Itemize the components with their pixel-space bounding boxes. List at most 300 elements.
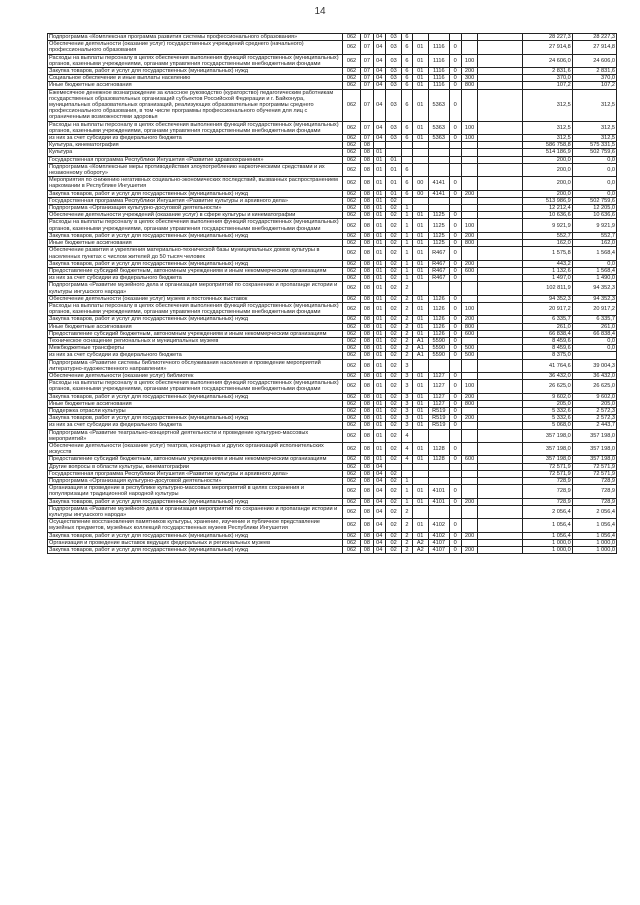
direction-code: 1116 bbox=[428, 75, 449, 82]
event-code: 01 bbox=[412, 219, 428, 232]
subsection-code: 04 bbox=[373, 547, 385, 554]
amount-year-1: 66 838,4 bbox=[523, 330, 572, 337]
subsection-code: 01 bbox=[373, 177, 385, 190]
row-name: Иные бюджетные ассигнования bbox=[48, 82, 343, 89]
row-name: Подпрограмма «Комплексная программа развития системы профессионального образования» bbox=[48, 34, 343, 41]
amount-year-2: 370,0 bbox=[572, 75, 616, 82]
direction-code: 4102 bbox=[428, 532, 449, 539]
table-row bbox=[48, 232, 617, 239]
section-code: 08 bbox=[361, 463, 373, 470]
amount-year-1: 312,5 bbox=[523, 89, 572, 121]
amount-year-1: 1 056,4 bbox=[523, 532, 572, 539]
blank-cell bbox=[478, 505, 523, 518]
event-code: 00 bbox=[412, 190, 428, 197]
subprogram-code: 1 bbox=[402, 478, 412, 485]
amount-year-1: 1 000,0 bbox=[523, 539, 572, 546]
row-name: Закупка товаров, работ и услуг для государственных (муниципальных) нужд bbox=[48, 232, 343, 239]
subprogram-code: 1 bbox=[402, 232, 412, 239]
direction-code bbox=[428, 205, 449, 212]
section-code: 08 bbox=[361, 275, 373, 282]
ministry-code: 062 bbox=[342, 41, 360, 54]
ministry-code: 062 bbox=[342, 442, 360, 455]
blank-cell bbox=[478, 463, 523, 470]
expense-type-code bbox=[461, 442, 477, 455]
subsection-code: 01 bbox=[373, 352, 385, 359]
subprogram-code: 3 bbox=[402, 393, 412, 400]
program-code: 02 bbox=[385, 337, 401, 344]
row-name: Государственная программа Республики Ингушетия «Развитие культуры и архивного дела» bbox=[48, 197, 343, 204]
blank-cell bbox=[478, 142, 523, 149]
subprogram-code: 1 bbox=[402, 498, 412, 505]
subsection-code: 04 bbox=[373, 478, 385, 485]
program-code: 02 bbox=[385, 505, 401, 518]
event-code bbox=[412, 470, 428, 477]
direction-code bbox=[428, 197, 449, 204]
program-code: 02 bbox=[385, 295, 401, 302]
section-code: 08 bbox=[361, 177, 373, 190]
amount-year-2 bbox=[572, 352, 616, 359]
amount-year-1: 1 056,4 bbox=[523, 519, 572, 532]
subsection-code: 01 bbox=[373, 232, 385, 239]
section-code: 08 bbox=[361, 197, 373, 204]
blank-cell bbox=[478, 456, 523, 463]
table-row bbox=[48, 260, 617, 267]
table-row bbox=[48, 282, 617, 295]
program-code: 02 bbox=[385, 485, 401, 498]
subprogram-code: 2 bbox=[402, 547, 412, 554]
program-code: 02 bbox=[385, 232, 401, 239]
ministry-code: 062 bbox=[342, 260, 360, 267]
direction-suffix: 0 bbox=[449, 422, 461, 429]
row-name: Иные бюджетные ассигнования bbox=[48, 240, 343, 247]
subsection-code: 04 bbox=[373, 34, 385, 41]
event-code: 01 bbox=[412, 260, 428, 267]
amount-year-1: 728,9 bbox=[523, 485, 572, 498]
table-row bbox=[48, 163, 617, 176]
section-code: 08 bbox=[361, 267, 373, 274]
ministry-code: 062 bbox=[342, 295, 360, 302]
direction-suffix bbox=[449, 429, 461, 442]
table-row bbox=[48, 41, 617, 54]
section-code: 07 bbox=[361, 121, 373, 134]
budget-table bbox=[47, 33, 617, 554]
blank-cell bbox=[478, 295, 523, 302]
row-name: из них за счет субсидии из федерального бюджета bbox=[48, 352, 343, 359]
ministry-code: 062 bbox=[342, 135, 360, 142]
direction-suffix bbox=[449, 34, 461, 41]
ministry-code: 062 bbox=[342, 519, 360, 532]
blank-cell bbox=[478, 478, 523, 485]
direction-code: 1116 bbox=[428, 68, 449, 75]
row-name: Обеспечение деятельности (оказание услуг) государственных учреждений среднего (начального) профессионального образования bbox=[48, 41, 343, 54]
subsection-code: 01 bbox=[373, 205, 385, 212]
blank-cell bbox=[478, 247, 523, 260]
row-name: Обеспечение деятельности (оказание услуг) библиотек bbox=[48, 372, 343, 379]
amount-year-2: 94 352,3 bbox=[572, 295, 616, 302]
blank-cell bbox=[478, 415, 523, 422]
expense-type-code: 200 bbox=[461, 190, 477, 197]
section-code: 08 bbox=[361, 323, 373, 330]
section-code: 08 bbox=[361, 232, 373, 239]
section-code: 07 bbox=[361, 41, 373, 54]
ministry-code: 062 bbox=[342, 212, 360, 219]
ministry-code: 062 bbox=[342, 463, 360, 470]
section-code: 07 bbox=[361, 135, 373, 142]
ministry-code: 062 bbox=[342, 232, 360, 239]
ministry-code: 062 bbox=[342, 359, 360, 372]
amount-year-2: 24 606,0 bbox=[572, 54, 616, 67]
amount-year-1: 94 352,3 bbox=[523, 295, 572, 302]
expense-type-code bbox=[461, 89, 477, 121]
ministry-code: 062 bbox=[342, 247, 360, 260]
subprogram-code bbox=[402, 142, 412, 149]
subprogram-code bbox=[402, 470, 412, 477]
direction-suffix: 0 bbox=[449, 345, 461, 352]
direction-code: R467 bbox=[428, 260, 449, 267]
program-code: 02 bbox=[385, 407, 401, 414]
program-code: 02 bbox=[385, 372, 401, 379]
ministry-code: 062 bbox=[342, 316, 360, 323]
expense-type-code: 500 bbox=[461, 352, 477, 359]
blank-cell bbox=[478, 275, 523, 282]
blank-cell bbox=[478, 352, 523, 359]
blank-cell bbox=[478, 539, 523, 546]
expense-type-code: 200 bbox=[461, 532, 477, 539]
subsection-code: 01 bbox=[373, 260, 385, 267]
direction-suffix: 0 bbox=[449, 547, 461, 554]
blank-cell bbox=[478, 345, 523, 352]
subprogram-code: 3 bbox=[402, 415, 412, 422]
subsection-code: 01 bbox=[373, 380, 385, 393]
amount-year-2: 2 831,6 bbox=[572, 68, 616, 75]
subsection-code: 01 bbox=[373, 442, 385, 455]
subsection-code: 01 bbox=[373, 337, 385, 344]
subprogram-code bbox=[402, 197, 412, 204]
direction-suffix: 0 bbox=[449, 267, 461, 274]
direction-suffix: 0 bbox=[449, 190, 461, 197]
direction-suffix bbox=[449, 156, 461, 163]
subprogram-code: 2 bbox=[402, 295, 412, 302]
event-code: 01 bbox=[412, 232, 428, 239]
blank-cell bbox=[478, 232, 523, 239]
blank-cell bbox=[478, 34, 523, 41]
direction-code: 4107 bbox=[428, 539, 449, 546]
expense-type-code: 100 bbox=[461, 121, 477, 134]
direction-code: 1126 bbox=[428, 316, 449, 323]
program-code: 03 bbox=[385, 68, 401, 75]
subprogram-code: 6 bbox=[402, 177, 412, 190]
amount-year-2: 12 205,0 bbox=[572, 205, 616, 212]
expense-type-code: 200 bbox=[461, 415, 477, 422]
program-code: 03 bbox=[385, 75, 401, 82]
subprogram-code: 1 bbox=[402, 275, 412, 282]
blank-cell bbox=[478, 470, 523, 477]
subsection-code: 01 bbox=[373, 247, 385, 260]
program-code: 02 bbox=[385, 429, 401, 442]
amount-year-2: 26 625,0 bbox=[572, 380, 616, 393]
subprogram-code: 6 bbox=[402, 89, 412, 121]
direction-suffix: 0 bbox=[449, 400, 461, 407]
section-code: 08 bbox=[361, 205, 373, 212]
event-code bbox=[412, 163, 428, 176]
program-code: 02 bbox=[385, 532, 401, 539]
row-name: Расходы на выплаты персоналу в целях обеспечения выполнения функций государственных (муниципальных) органов, казенными учреждениями, органами управления государственными внебюджетными фондами bbox=[48, 219, 343, 232]
ministry-code: 062 bbox=[342, 275, 360, 282]
subsection-code: 04 bbox=[373, 75, 385, 82]
direction-suffix: 0 bbox=[449, 247, 461, 260]
blank-cell bbox=[478, 267, 523, 274]
row-name: Подпрограмма «Комплексные меры противодействия злоупотреблению наркотическими средствами и их незаконному обороту» bbox=[48, 163, 343, 176]
section-code: 08 bbox=[361, 539, 373, 546]
direction-code: 1125 bbox=[428, 219, 449, 232]
direction-suffix: 0 bbox=[449, 82, 461, 89]
program-code: 03 bbox=[385, 82, 401, 89]
expense-type-code bbox=[461, 142, 477, 149]
row-name: Подпрограмма «Развитие музейного дела и организация мероприятий по сохранению и пропаганде истории и культуры ингушского народа» bbox=[48, 505, 343, 518]
row-name: Расходы на выплаты персоналу в целях обеспечения выполнения функций государственных (муниципальных) органов, казенными учреждениями, органами управления государственными внебюджетными фондами bbox=[48, 54, 343, 67]
row-name: Другие вопросы в области культуры, кинематографии bbox=[48, 463, 343, 470]
row-name: из них за счет субсидии из федерального бюджета bbox=[48, 275, 343, 282]
amount-year-1: 24 606,0 bbox=[523, 54, 572, 67]
direction-suffix bbox=[449, 359, 461, 372]
event-code: 01 bbox=[412, 323, 428, 330]
amount-year-1: 72 571,9 bbox=[523, 463, 572, 470]
ministry-code: 062 bbox=[342, 121, 360, 134]
subsection-code: 04 bbox=[373, 82, 385, 89]
direction-code: 4141 bbox=[428, 177, 449, 190]
section-code: 08 bbox=[361, 149, 373, 156]
subsection-code: 01 bbox=[373, 149, 385, 156]
program-code: 02 bbox=[385, 260, 401, 267]
section-code: 08 bbox=[361, 470, 373, 477]
subprogram-code: 3 bbox=[402, 372, 412, 379]
event-code: 01 bbox=[412, 75, 428, 82]
row-name: Расходы на выплаты персоналу в целях обеспечения выполнения функций государственных (муниципальных) органов, казенными учреждениями, органами управления государственными внебюджетными фондами bbox=[48, 380, 343, 393]
subsection-code: 01 bbox=[373, 267, 385, 274]
table-row bbox=[48, 156, 617, 163]
row-name: Закупка товаров, работ и услуг для государственных (муниципальных) нужд bbox=[48, 316, 343, 323]
section-code: 08 bbox=[361, 422, 373, 429]
table-row bbox=[48, 539, 617, 546]
subprogram-code: 6 bbox=[402, 163, 412, 176]
amount-year-2: 261,0 bbox=[572, 323, 616, 330]
event-code: 01 bbox=[412, 54, 428, 67]
event-code: 01 bbox=[412, 212, 428, 219]
subsection-code: 04 bbox=[373, 532, 385, 539]
subprogram-code: 1 bbox=[402, 212, 412, 219]
subprogram-code: 2 bbox=[402, 345, 412, 352]
amount-year-1: 72 571,9 bbox=[523, 470, 572, 477]
subprogram-code: 1 bbox=[402, 485, 412, 498]
subprogram-code: 2 bbox=[402, 302, 412, 315]
row-name: Закупка товаров, работ и услуг для государственных (муниципальных) нужд bbox=[48, 532, 343, 539]
direction-suffix bbox=[449, 478, 461, 485]
event-code bbox=[412, 142, 428, 149]
amount-year-2: 28 227,3 bbox=[572, 34, 616, 41]
program-code: 02 bbox=[385, 267, 401, 274]
subsection-code: 01 bbox=[373, 415, 385, 422]
direction-suffix: 0 bbox=[449, 219, 461, 232]
row-name: Закупка товаров, работ и услуг для государственных (муниципальных) нужд bbox=[48, 393, 343, 400]
row-name: Подпрограмма «Развитие театрально-концертной деятельности и проведение культурно-массовых мероприятий» bbox=[48, 429, 343, 442]
direction-code bbox=[428, 359, 449, 372]
ministry-code: 062 bbox=[342, 393, 360, 400]
event-code bbox=[412, 282, 428, 295]
row-name: Подпрограмма «Организация культурно-досуговой деятельности» bbox=[48, 205, 343, 212]
direction-code: R467 bbox=[428, 267, 449, 274]
program-code: 03 bbox=[385, 41, 401, 54]
event-code: 01 bbox=[412, 330, 428, 337]
amount-year-2: 357 198,0 bbox=[572, 429, 616, 442]
section-code: 07 bbox=[361, 75, 373, 82]
section-code: 08 bbox=[361, 282, 373, 295]
subsection-code: 04 bbox=[373, 54, 385, 67]
amount-year-2: 20 917,2 bbox=[572, 302, 616, 315]
program-code: 02 bbox=[385, 478, 401, 485]
program-code: 02 bbox=[385, 359, 401, 372]
amount-year-1: 200,0 bbox=[523, 163, 572, 176]
event-code bbox=[412, 149, 428, 156]
direction-suffix bbox=[449, 463, 461, 470]
direction-suffix bbox=[449, 205, 461, 212]
subprogram-code: 2 bbox=[402, 505, 412, 518]
subsection-code: 01 bbox=[373, 282, 385, 295]
subsection-code: 01 bbox=[373, 429, 385, 442]
amount-year-1: 552,7 bbox=[523, 232, 572, 239]
expense-type-code: 100 bbox=[461, 302, 477, 315]
subsection-code: 01 bbox=[373, 219, 385, 232]
event-code: 01 bbox=[412, 532, 428, 539]
section-code: 08 bbox=[361, 330, 373, 337]
ministry-code: 062 bbox=[342, 498, 360, 505]
direction-code bbox=[428, 149, 449, 156]
table-row bbox=[48, 393, 617, 400]
direction-code bbox=[428, 156, 449, 163]
section-code: 07 bbox=[361, 82, 373, 89]
row-name: Предоставление субсидий бюджетным, автономным учреждениям и иным некоммерческим организациям bbox=[48, 330, 343, 337]
direction-suffix: 0 bbox=[449, 240, 461, 247]
direction-suffix: 0 bbox=[449, 330, 461, 337]
subsection-code: 01 bbox=[373, 372, 385, 379]
event-code: 01 bbox=[412, 275, 428, 282]
section-code: 08 bbox=[361, 352, 373, 359]
direction-suffix: 0 bbox=[449, 135, 461, 142]
event-code: 01 bbox=[412, 519, 428, 532]
ministry-code: 062 bbox=[342, 470, 360, 477]
direction-suffix bbox=[449, 282, 461, 295]
blank-cell bbox=[478, 316, 523, 323]
section-code: 08 bbox=[361, 429, 373, 442]
direction-suffix: 0 bbox=[449, 372, 461, 379]
amount-year-1: 6 335,7 bbox=[523, 316, 572, 323]
program-code: 02 bbox=[385, 323, 401, 330]
direction-code: 4141 bbox=[428, 190, 449, 197]
table-row bbox=[48, 359, 617, 372]
blank-cell bbox=[478, 177, 523, 190]
amount-year-1: 26 625,0 bbox=[523, 380, 572, 393]
subsection-code: 01 bbox=[373, 407, 385, 414]
row-name: Осуществление восстановления памятников культуры, хранение, изучение и публичное представление музейных предметов, музейных коллекций государственных музеев Республики Ингушетия bbox=[48, 519, 343, 532]
subsection-code: 01 bbox=[373, 190, 385, 197]
direction-code: 1128 bbox=[428, 456, 449, 463]
expense-type-code bbox=[461, 485, 477, 498]
direction-code: 5363 bbox=[428, 135, 449, 142]
amount-year-2: 312,5 bbox=[572, 121, 616, 134]
amount-year-2: 357 198,0 bbox=[572, 456, 616, 463]
expense-type-code bbox=[461, 407, 477, 414]
subprogram-code: 2 bbox=[402, 532, 412, 539]
subprogram-code: 6 bbox=[402, 135, 412, 142]
program-code: 02 bbox=[385, 330, 401, 337]
amount-year-2: 2 443,7 bbox=[572, 422, 616, 429]
ministry-code: 062 bbox=[342, 323, 360, 330]
row-name: Поддержка отрасли культуры bbox=[48, 407, 343, 414]
expense-type-code: 100 bbox=[461, 54, 477, 67]
amount-year-1: 162,0 bbox=[523, 240, 572, 247]
ministry-code: 062 bbox=[342, 456, 360, 463]
program-code: 01 bbox=[385, 156, 401, 163]
blank-cell bbox=[478, 240, 523, 247]
subprogram-code: 1 bbox=[402, 267, 412, 274]
direction-suffix: 0 bbox=[449, 275, 461, 282]
table-row bbox=[48, 68, 617, 75]
direction-suffix: 0 bbox=[449, 380, 461, 393]
row-name: Закупка товаров, работ и услуг для государственных (муниципальных) нужд bbox=[48, 498, 343, 505]
expense-type-code bbox=[461, 177, 477, 190]
blank-cell bbox=[478, 498, 523, 505]
subprogram-code: 6 bbox=[402, 82, 412, 89]
expense-type-code: 200 bbox=[461, 260, 477, 267]
ministry-code: 062 bbox=[342, 163, 360, 176]
amount-year-1: 10 636,6 bbox=[523, 212, 572, 219]
expense-type-code bbox=[461, 422, 477, 429]
event-code: 01 bbox=[412, 422, 428, 429]
subprogram-code: 4 bbox=[402, 429, 412, 442]
subsection-code: 01 bbox=[373, 393, 385, 400]
subprogram-code: 2 bbox=[402, 352, 412, 359]
ministry-code: 062 bbox=[342, 429, 360, 442]
section-code: 08 bbox=[361, 219, 373, 232]
amount-year-1: 36 432,0 bbox=[523, 372, 572, 379]
event-code: 01 bbox=[412, 393, 428, 400]
section-code: 08 bbox=[361, 456, 373, 463]
expense-type-code: 100 bbox=[461, 135, 477, 142]
ministry-code: 062 bbox=[342, 547, 360, 554]
table-row bbox=[48, 422, 617, 429]
amount-year-2: 312,5 bbox=[572, 135, 616, 142]
row-name: из них за счет субсидии из федерального бюджета bbox=[48, 135, 343, 142]
direction-code: 5590 bbox=[428, 345, 449, 352]
direction-code: 1125 bbox=[428, 240, 449, 247]
direction-code: R519 bbox=[428, 415, 449, 422]
direction-suffix: 0 bbox=[449, 485, 461, 498]
section-code: 08 bbox=[361, 485, 373, 498]
table-row bbox=[48, 316, 617, 323]
expense-type-code: 100 bbox=[461, 380, 477, 393]
ministry-code: 062 bbox=[342, 82, 360, 89]
event-code: 00 bbox=[412, 177, 428, 190]
blank-cell bbox=[478, 429, 523, 442]
program-code: 02 bbox=[385, 219, 401, 232]
row-name: из них за счет субсидии из федерального бюджета bbox=[48, 422, 343, 429]
amount-year-1: 443,2 bbox=[523, 260, 572, 267]
program-code: 02 bbox=[385, 456, 401, 463]
expense-type-code bbox=[461, 337, 477, 344]
direction-code: 1125 bbox=[428, 212, 449, 219]
program-code: 01 bbox=[385, 177, 401, 190]
amount-year-1: 5 332,6 bbox=[523, 407, 572, 414]
amount-year-1: 8 459,6 bbox=[523, 345, 572, 352]
